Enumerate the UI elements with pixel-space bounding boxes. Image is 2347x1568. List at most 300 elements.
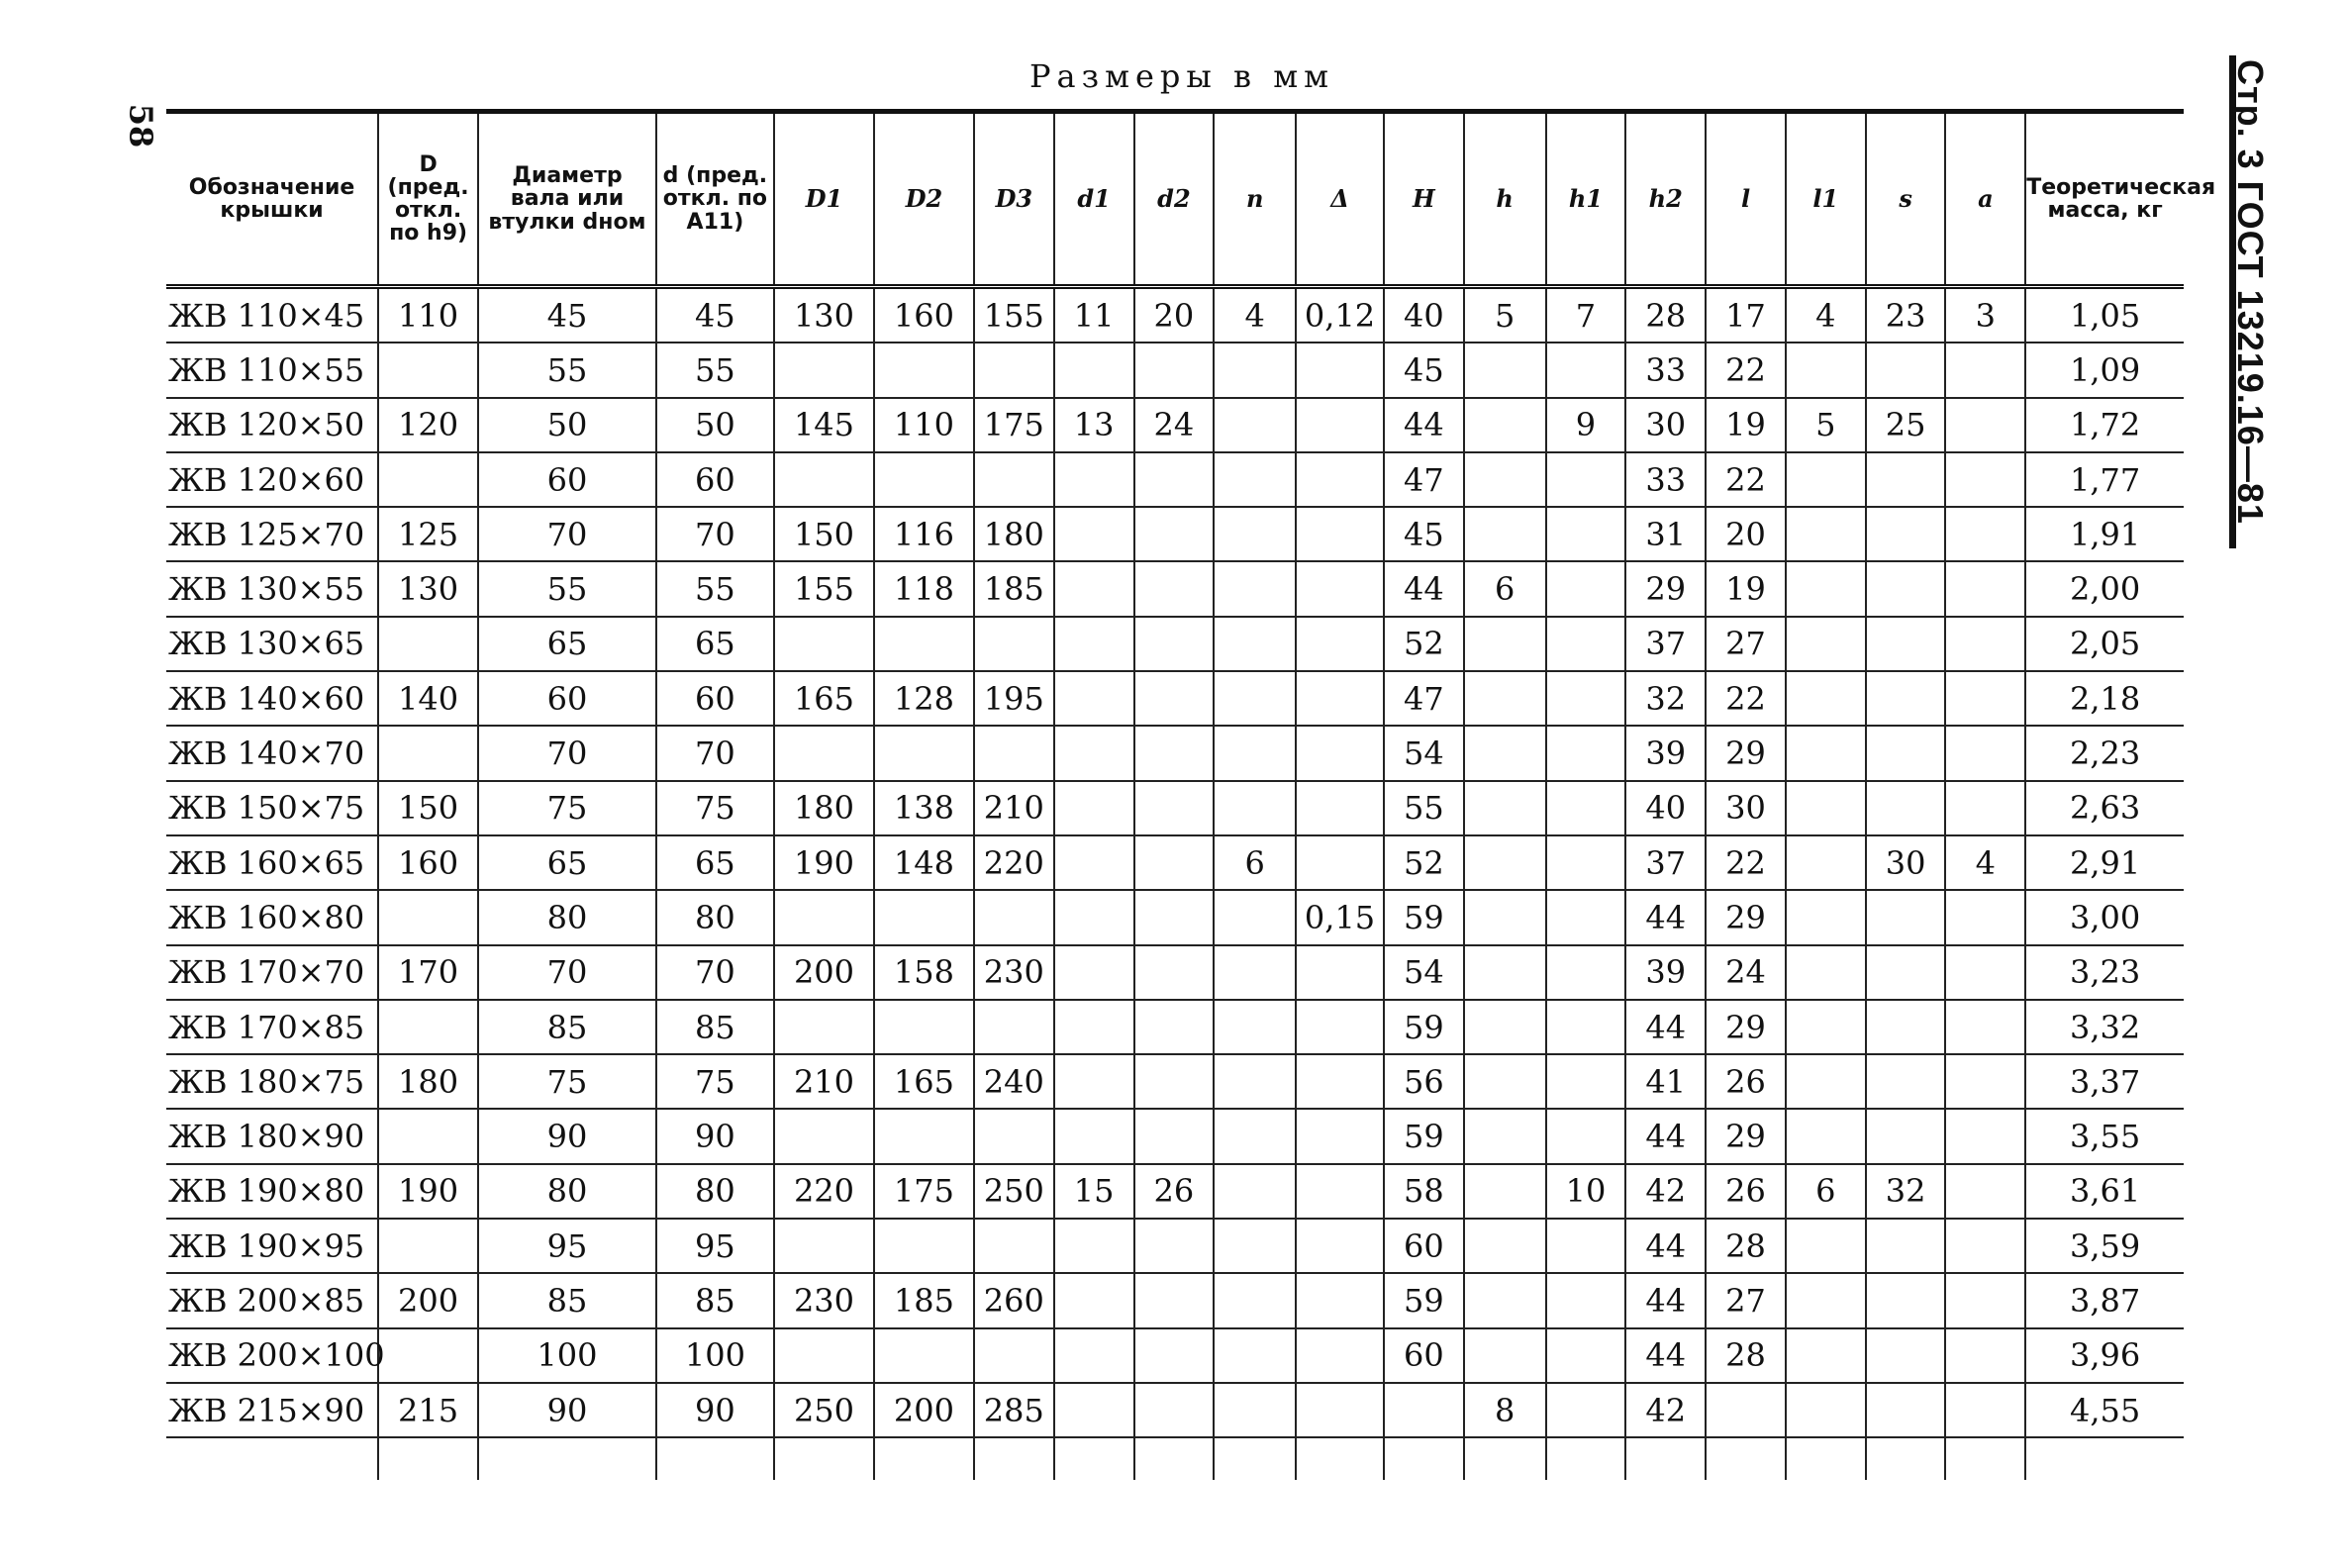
cell-h2: 44 <box>1625 1000 1706 1054</box>
cell-D3: 230 <box>974 945 1054 1000</box>
cell-h2: 39 <box>1625 945 1706 1000</box>
cell-d: 55 <box>656 561 774 616</box>
cell-D2 <box>874 1000 974 1054</box>
cell-D3: 185 <box>974 561 1054 616</box>
cell-l: 19 <box>1706 561 1786 616</box>
cell-l1 <box>1786 671 1866 726</box>
cell-l1 <box>1786 1273 1866 1327</box>
cell-H: 44 <box>1384 398 1464 452</box>
cell-d1 <box>1054 1219 1134 1273</box>
cell-D3: 240 <box>974 1054 1054 1109</box>
cell-l: 19 <box>1706 398 1786 452</box>
cell-d: 55 <box>656 343 774 397</box>
cell-d: 95 <box>656 1219 774 1273</box>
cell-l1 <box>1786 1054 1866 1109</box>
cell-H: 40 <box>1384 287 1464 343</box>
cell-h2: 44 <box>1625 1219 1706 1273</box>
cell-D <box>378 890 478 944</box>
cell-D2 <box>874 343 974 397</box>
cell-l: 27 <box>1706 617 1786 671</box>
cell-D <box>378 1328 478 1383</box>
table-row <box>166 890 2184 944</box>
cell-d1 <box>1054 561 1134 616</box>
cell-h1 <box>1546 1219 1626 1273</box>
cell-h <box>1464 890 1546 944</box>
cell-H: 45 <box>1384 507 1464 561</box>
cell-a <box>1945 1164 2025 1219</box>
cell-d: 65 <box>656 617 774 671</box>
cell-D1 <box>774 1109 874 1163</box>
table-row <box>166 1219 2184 1273</box>
cell-d1 <box>1054 781 1134 835</box>
table-row <box>166 1164 2184 1219</box>
cell-delta <box>1296 671 1384 726</box>
cell-D1 <box>774 726 874 780</box>
cell-D3 <box>974 1219 1054 1273</box>
cell-designation: ЖВ 120×50 <box>166 398 378 452</box>
cell-d2 <box>1134 1273 1215 1327</box>
cell-D1: 210 <box>774 1054 874 1109</box>
cell-h1 <box>1546 1054 1626 1109</box>
cell-h2: 37 <box>1625 617 1706 671</box>
column-header: D1 <box>774 112 874 287</box>
cell-n <box>1214 561 1296 616</box>
cell-l1 <box>1786 343 1866 397</box>
cell-D1: 250 <box>774 1383 874 1437</box>
cell-D2 <box>874 1219 974 1273</box>
cell-delta <box>1296 1219 1384 1273</box>
cell-D1 <box>774 452 874 507</box>
cell-D3 <box>974 452 1054 507</box>
cell-H: 54 <box>1384 945 1464 1000</box>
cell-h2: 39 <box>1625 726 1706 780</box>
cell-D: 200 <box>378 1273 478 1327</box>
cell-h1: 10 <box>1546 1164 1626 1219</box>
cell-h1 <box>1546 1109 1626 1163</box>
cell-D: 160 <box>378 835 478 890</box>
cell-d: 65 <box>656 835 774 890</box>
cell-d2 <box>1134 671 1215 726</box>
cell-D2 <box>874 1109 974 1163</box>
cell-H: 58 <box>1384 1164 1464 1219</box>
cell-H: 52 <box>1384 617 1464 671</box>
cell-h <box>1464 1054 1546 1109</box>
cell-n: 6 <box>1214 835 1296 890</box>
cell-D3 <box>974 1109 1054 1163</box>
cell-h1: 7 <box>1546 287 1626 343</box>
cell-D1: 130 <box>774 287 874 343</box>
cell-empty <box>1866 1437 1946 1480</box>
cell-h <box>1464 671 1546 726</box>
cell-D2 <box>874 617 974 671</box>
cell-s: 32 <box>1866 1164 1946 1219</box>
table-row <box>166 1000 2184 1054</box>
cell-designation: ЖВ 130×65 <box>166 617 378 671</box>
cell-H: 44 <box>1384 561 1464 616</box>
table-body <box>166 287 2184 1481</box>
cell-l1 <box>1786 945 1866 1000</box>
cell-n <box>1214 398 1296 452</box>
cell-l1 <box>1786 561 1866 616</box>
side-header: Стр. 3 ГОСТ 13219.16—81 <box>2230 59 2271 525</box>
table-row <box>166 671 2184 726</box>
cell-n <box>1214 1000 1296 1054</box>
column-header: d (пред. откл. по A11) <box>656 112 774 287</box>
cell-h2: 32 <box>1625 671 1706 726</box>
column-header: D3 <box>974 112 1054 287</box>
table-row <box>166 1383 2184 1437</box>
column-header: s <box>1866 112 1946 287</box>
cell-D3 <box>974 726 1054 780</box>
column-header: d1 <box>1054 112 1134 287</box>
cell-mass: 1,72 <box>2025 398 2184 452</box>
cell-mass: 1,05 <box>2025 287 2184 343</box>
cell-D <box>378 1000 478 1054</box>
cell-dnom: 80 <box>478 890 656 944</box>
cell-d1 <box>1054 726 1134 780</box>
cell-D: 125 <box>378 507 478 561</box>
cell-empty <box>974 1437 1054 1480</box>
cell-d2: 26 <box>1134 1164 1215 1219</box>
cell-dnom: 45 <box>478 287 656 343</box>
column-header: H <box>1384 112 1464 287</box>
cell-D <box>378 726 478 780</box>
cell-empty <box>1384 1437 1464 1480</box>
cell-mass: 2,00 <box>2025 561 2184 616</box>
cell-a <box>1945 452 2025 507</box>
cell-D <box>378 1109 478 1163</box>
cell-dnom: 95 <box>478 1219 656 1273</box>
cell-d: 70 <box>656 507 774 561</box>
cell-s <box>1866 1383 1946 1437</box>
cell-dnom: 80 <box>478 1164 656 1219</box>
cell-designation: ЖВ 170×70 <box>166 945 378 1000</box>
cell-designation: ЖВ 180×90 <box>166 1109 378 1163</box>
cell-designation: ЖВ 215×90 <box>166 1383 378 1437</box>
cell-d1: 11 <box>1054 287 1134 343</box>
cell-h2: 42 <box>1625 1383 1706 1437</box>
cell-h1 <box>1546 945 1626 1000</box>
cell-h2: 29 <box>1625 561 1706 616</box>
cell-D3: 155 <box>974 287 1054 343</box>
cell-d: 75 <box>656 1054 774 1109</box>
cell-a <box>1945 1383 2025 1437</box>
cell-d2 <box>1134 1219 1215 1273</box>
cell-d2 <box>1134 945 1215 1000</box>
cell-d2: 20 <box>1134 287 1215 343</box>
cell-H: 56 <box>1384 1054 1464 1109</box>
cell-l: 28 <box>1706 1219 1786 1273</box>
cell-H: 59 <box>1384 1000 1464 1054</box>
cell-h1: 9 <box>1546 398 1626 452</box>
cell-D3: 210 <box>974 781 1054 835</box>
cell-designation: ЖВ 190×95 <box>166 1219 378 1273</box>
cell-l: 28 <box>1706 1328 1786 1383</box>
cell-dnom: 60 <box>478 671 656 726</box>
cell-d: 100 <box>656 1328 774 1383</box>
cell-d1 <box>1054 1273 1134 1327</box>
cell-h: 8 <box>1464 1383 1546 1437</box>
cell-n <box>1214 1109 1296 1163</box>
cell-dnom: 65 <box>478 835 656 890</box>
table-row <box>166 1273 2184 1327</box>
cell-n <box>1214 343 1296 397</box>
cell-n <box>1214 1054 1296 1109</box>
cell-designation: ЖВ 190×80 <box>166 1164 378 1219</box>
cell-mass: 1,09 <box>2025 343 2184 397</box>
cell-h <box>1464 398 1546 452</box>
cell-empty <box>1464 1437 1546 1480</box>
cell-l: 17 <box>1706 287 1786 343</box>
cell-d2 <box>1134 343 1215 397</box>
cell-mass: 3,87 <box>2025 1273 2184 1327</box>
cell-l: 24 <box>1706 945 1786 1000</box>
cell-d: 70 <box>656 726 774 780</box>
cell-h1 <box>1546 561 1626 616</box>
cell-d1 <box>1054 1383 1134 1437</box>
cell-D3: 285 <box>974 1383 1054 1437</box>
cell-h1 <box>1546 452 1626 507</box>
cell-mass: 3,23 <box>2025 945 2184 1000</box>
cell-h1 <box>1546 343 1626 397</box>
cell-d1: 13 <box>1054 398 1134 452</box>
cell-mass: 2,05 <box>2025 617 2184 671</box>
cell-h2: 33 <box>1625 343 1706 397</box>
cell-D2: 138 <box>874 781 974 835</box>
table-row <box>166 561 2184 616</box>
cell-dnom: 55 <box>478 561 656 616</box>
cell-D1 <box>774 343 874 397</box>
cell-l1: 5 <box>1786 398 1866 452</box>
cell-h <box>1464 726 1546 780</box>
cell-d1 <box>1054 1109 1134 1163</box>
cell-d2: 24 <box>1134 398 1215 452</box>
cell-h2: 28 <box>1625 287 1706 343</box>
cell-empty <box>1214 1437 1296 1480</box>
cell-d: 85 <box>656 1273 774 1327</box>
cell-h1 <box>1546 617 1626 671</box>
table-tail <box>166 1437 2184 1480</box>
cell-a <box>1945 1054 2025 1109</box>
cell-s: 23 <box>1866 287 1946 343</box>
cell-D: 130 <box>378 561 478 616</box>
cell-h2: 30 <box>1625 398 1706 452</box>
cell-H: 47 <box>1384 671 1464 726</box>
cell-D3 <box>974 1000 1054 1054</box>
cell-h <box>1464 617 1546 671</box>
cell-l: 26 <box>1706 1164 1786 1219</box>
cell-a <box>1945 945 2025 1000</box>
table-row <box>166 452 2184 507</box>
cell-h <box>1464 1164 1546 1219</box>
column-header: d2 <box>1134 112 1215 287</box>
cell-d2 <box>1134 1328 1215 1383</box>
cell-D2 <box>874 890 974 944</box>
cell-l: 29 <box>1706 890 1786 944</box>
cell-l: 29 <box>1706 1109 1786 1163</box>
cell-delta <box>1296 398 1384 452</box>
cell-h <box>1464 1328 1546 1383</box>
cell-a <box>1945 726 2025 780</box>
page-number: 58 <box>122 103 160 148</box>
cell-H: 54 <box>1384 726 1464 780</box>
cell-D3: 220 <box>974 835 1054 890</box>
units-caption: Размеры в мм <box>1029 57 1334 95</box>
cell-dnom: 85 <box>478 1000 656 1054</box>
cell-s <box>1866 726 1946 780</box>
cell-s <box>1866 945 1946 1000</box>
cell-h <box>1464 452 1546 507</box>
cell-delta <box>1296 1054 1384 1109</box>
cell-h1 <box>1546 671 1626 726</box>
cell-d: 70 <box>656 945 774 1000</box>
cell-a <box>1945 1000 2025 1054</box>
cell-H: 45 <box>1384 343 1464 397</box>
cell-D2: 200 <box>874 1383 974 1437</box>
cell-empty <box>166 1437 378 1480</box>
cell-h1 <box>1546 781 1626 835</box>
cell-delta <box>1296 945 1384 1000</box>
cell-D <box>378 1219 478 1273</box>
cell-H: 52 <box>1384 835 1464 890</box>
cell-n <box>1214 726 1296 780</box>
cell-D: 150 <box>378 781 478 835</box>
cell-h <box>1464 507 1546 561</box>
cell-empty <box>1786 1437 1866 1480</box>
cell-h <box>1464 343 1546 397</box>
cell-D1: 145 <box>774 398 874 452</box>
cell-D1: 180 <box>774 781 874 835</box>
cell-l1 <box>1786 1383 1866 1437</box>
cell-D1: 220 <box>774 1164 874 1219</box>
cell-h <box>1464 1000 1546 1054</box>
cell-l1 <box>1786 1219 1866 1273</box>
cell-D2: 175 <box>874 1164 974 1219</box>
cell-delta <box>1296 507 1384 561</box>
cell-h <box>1464 1109 1546 1163</box>
cell-n <box>1214 1328 1296 1383</box>
cell-l1 <box>1786 781 1866 835</box>
cell-D1: 230 <box>774 1273 874 1327</box>
cell-d: 90 <box>656 1109 774 1163</box>
cell-designation: ЖВ 200×100 <box>166 1328 378 1383</box>
cell-H: 59 <box>1384 1273 1464 1327</box>
table-row <box>166 287 2184 343</box>
cell-dnom: 85 <box>478 1273 656 1327</box>
cell-designation: ЖВ 160×65 <box>166 835 378 890</box>
cell-n: 4 <box>1214 287 1296 343</box>
cell-empty <box>656 1437 774 1480</box>
cell-d2 <box>1134 726 1215 780</box>
cell-dnom: 60 <box>478 452 656 507</box>
cell-D1 <box>774 617 874 671</box>
cell-D2: 158 <box>874 945 974 1000</box>
cell-designation: ЖВ 140×70 <box>166 726 378 780</box>
cell-D1: 200 <box>774 945 874 1000</box>
cell-a <box>1945 781 2025 835</box>
cell-D1 <box>774 1000 874 1054</box>
cell-D <box>378 343 478 397</box>
cell-d2 <box>1134 507 1215 561</box>
cell-h2: 31 <box>1625 507 1706 561</box>
cell-l: 20 <box>1706 507 1786 561</box>
cell-H: 59 <box>1384 890 1464 944</box>
cell-D2: 160 <box>874 287 974 343</box>
cell-D3: 180 <box>974 507 1054 561</box>
cell-s <box>1866 617 1946 671</box>
cell-delta <box>1296 1273 1384 1327</box>
cell-d: 60 <box>656 452 774 507</box>
cell-D3: 195 <box>974 671 1054 726</box>
cell-D: 180 <box>378 1054 478 1109</box>
cell-l: 26 <box>1706 1054 1786 1109</box>
cell-a <box>1945 507 2025 561</box>
cell-designation: ЖВ 180×75 <box>166 1054 378 1109</box>
table-row <box>166 1328 2184 1383</box>
cell-D1 <box>774 890 874 944</box>
cell-delta <box>1296 1000 1384 1054</box>
cell-d: 85 <box>656 1000 774 1054</box>
cell-empty <box>1706 1437 1786 1480</box>
cell-n <box>1214 781 1296 835</box>
cell-s <box>1866 452 1946 507</box>
cell-D3: 250 <box>974 1164 1054 1219</box>
cell-delta <box>1296 1328 1384 1383</box>
cell-h1 <box>1546 835 1626 890</box>
cell-d: 50 <box>656 398 774 452</box>
cell-h2: 37 <box>1625 835 1706 890</box>
cell-l1 <box>1786 1000 1866 1054</box>
cell-D: 215 <box>378 1383 478 1437</box>
cell-D <box>378 452 478 507</box>
table-row <box>166 945 2184 1000</box>
cell-mass: 4,55 <box>2025 1383 2184 1437</box>
cell-h2: 44 <box>1625 1109 1706 1163</box>
table-row <box>166 726 2184 780</box>
cell-dnom: 90 <box>478 1109 656 1163</box>
cell-delta <box>1296 1164 1384 1219</box>
cell-delta: 0,12 <box>1296 287 1384 343</box>
cell-n <box>1214 1383 1296 1437</box>
cell-n <box>1214 671 1296 726</box>
cell-D1 <box>774 1328 874 1383</box>
cell-n <box>1214 1273 1296 1327</box>
column-header: Диаметр вала или втулки dном <box>478 112 656 287</box>
cell-h2: 44 <box>1625 1328 1706 1383</box>
cell-dnom: 70 <box>478 507 656 561</box>
cell-D2 <box>874 1328 974 1383</box>
cell-h <box>1464 781 1546 835</box>
cell-empty <box>774 1437 874 1480</box>
column-header: n <box>1214 112 1296 287</box>
cell-d: 60 <box>656 671 774 726</box>
cell-d2 <box>1134 1109 1215 1163</box>
cell-delta <box>1296 617 1384 671</box>
table-row <box>166 1109 2184 1163</box>
cell-d: 90 <box>656 1383 774 1437</box>
cell-h1 <box>1546 890 1626 944</box>
cell-l: 29 <box>1706 1000 1786 1054</box>
cell-delta <box>1296 452 1384 507</box>
cell-d1 <box>1054 890 1134 944</box>
cell-delta <box>1296 1109 1384 1163</box>
cell-a <box>1945 671 2025 726</box>
column-header: D (пред. откл. по h9) <box>378 112 478 287</box>
cell-l: 22 <box>1706 452 1786 507</box>
cell-d1 <box>1054 1054 1134 1109</box>
cell-empty <box>1054 1437 1134 1480</box>
cell-D: 120 <box>378 398 478 452</box>
